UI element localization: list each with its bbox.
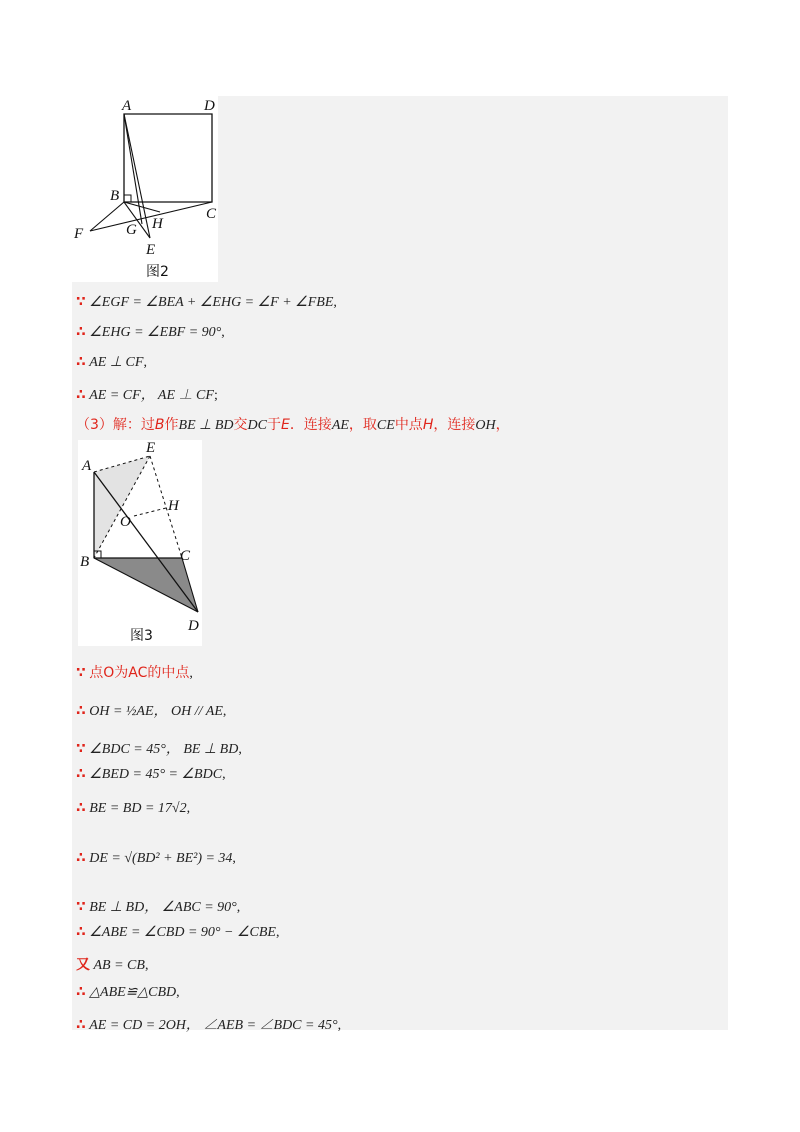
line-14: 又 AB = CB, bbox=[76, 957, 149, 973]
fig3-caption: 图3 bbox=[130, 628, 153, 644]
part3-intro: （3）解：过B作BE ⊥ BD交DC于E．连接AE，取CE中点H，连接OH， bbox=[76, 417, 510, 433]
line-6: ∵ 点O为AC的中点, bbox=[76, 665, 193, 681]
line-9: ∴ ∠BED = 45° = ∠BDC, bbox=[76, 766, 226, 782]
line-3: ∴ AE ⊥ CF, bbox=[76, 354, 147, 370]
fig3-label-e: E bbox=[146, 440, 156, 456]
figure-3-diagram bbox=[78, 440, 202, 646]
fig2-label-f: F bbox=[74, 226, 84, 242]
fig2-label-a: A bbox=[122, 98, 132, 114]
fig2-label-h: H bbox=[152, 216, 163, 232]
fig3-label-d: D bbox=[188, 618, 199, 634]
figure-3 bbox=[78, 440, 202, 646]
line-16: ∴ AE = CD = 2OH， ∠AEB = ∠BDC = 45°, bbox=[76, 1017, 342, 1033]
fig2-label-c: C bbox=[206, 206, 217, 222]
fig3-label-c: C bbox=[180, 548, 191, 564]
line-10: ∴ BE = BD = 17√2, bbox=[76, 800, 191, 816]
fig3-label-a: A bbox=[82, 458, 92, 474]
line-7: ∴ OH = ½AE， OH // AE, bbox=[76, 703, 227, 719]
line-2: ∴ ∠EHG = ∠EBF = 90°, bbox=[76, 324, 225, 340]
fig2-label-g: G bbox=[126, 222, 137, 238]
fig3-label-b: B bbox=[80, 554, 90, 570]
fig2-caption: 图2 bbox=[146, 264, 169, 280]
line-11: ∴ DE = √(BD² + BE²) = 34, bbox=[76, 850, 236, 866]
fig3-label-h: H bbox=[168, 498, 179, 514]
line-12: ∵ BE ⊥ BD， ∠ABC = 90°, bbox=[76, 899, 241, 915]
line-8: ∵ ∠BDC = 45°， BE ⊥ BD, bbox=[76, 741, 242, 757]
figure-2 bbox=[72, 96, 218, 282]
line-13: ∴ ∠ABE = ∠CBD = 90° − ∠CBE, bbox=[76, 924, 280, 940]
line-4: ∴ AE = CF， AE ⊥ CF; bbox=[76, 387, 218, 403]
fig2-label-e: E bbox=[146, 242, 156, 258]
fig2-label-b: B bbox=[110, 188, 120, 204]
line-1: ∵ ∠EGF = ∠BEA + ∠EHG = ∠F + ∠FBE, bbox=[76, 294, 337, 310]
figure-2-diagram bbox=[72, 96, 218, 282]
fig2-label-d: D bbox=[204, 98, 215, 114]
fig3-label-o: O bbox=[120, 514, 131, 530]
line-15: ∴ △ABE≌△CBD, bbox=[76, 984, 180, 1000]
